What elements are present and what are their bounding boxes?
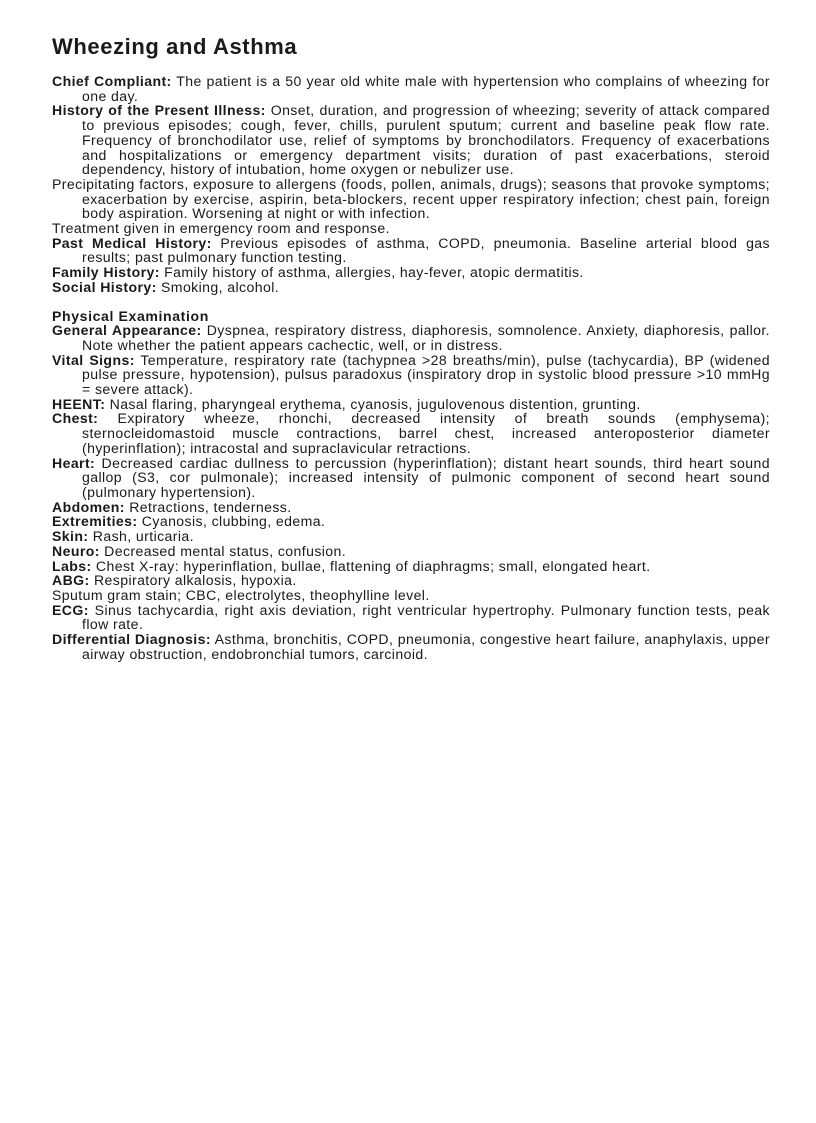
entry-text: Smoking, alcohol. [156, 278, 280, 295]
entry-differential-diagnosis [52, 632, 770, 661]
entry-precipitating-factors [52, 177, 770, 221]
page-title: Wheezing and Asthma [52, 34, 298, 59]
entry-text: Family history of asthma, allergies, hay-fever, atopic dermatitis. [159, 264, 584, 281]
entry-text: Asthma, bronchitis, COPD, pneumonia, congestive heart failure, anaphylaxis, upper airway obstruction, endobronchial tumors, carcinoid. [82, 631, 770, 662]
entry-vital-signs [52, 353, 770, 397]
entry-text: Sputum gram stain; CBC, electrolytes, theophylline level. [52, 586, 430, 603]
entry-labs [52, 559, 770, 574]
entry-text: Previous episodes of asthma, COPD, pneumonia. Baseline arterial blood gas results; past pulmonary function testing. [82, 234, 770, 266]
entry-family-history [52, 265, 770, 280]
entry-label: ECG: [52, 601, 89, 618]
entry-text: Rash, urticaria. [88, 528, 194, 545]
entry-general-appearance [52, 323, 770, 352]
physical-exam-section [52, 323, 770, 661]
entry-label: Extremities: [52, 513, 138, 530]
entry-label: Past Medical History: [52, 234, 212, 251]
entry-abg [52, 573, 770, 588]
entry-label: Heart: [52, 454, 96, 471]
entry-heent [52, 397, 770, 412]
entry-chest [52, 411, 770, 455]
entry-label: Family History: [52, 264, 160, 281]
entry-sputum-labs [52, 588, 770, 603]
entry-text: Expiratory wheeze, rhonchi, decreased intensity of breath sounds (emphysema); sternocleidomastoid muscle contractions, barrel chest, increased anteroposterior diameter (hyperinflation); intracostal and supraclavicular retractions. [82, 410, 770, 456]
entry-text: Treatment given in emergency room and response. [52, 220, 390, 237]
entry-text: Respiratory alkalosis, hypoxia. [89, 572, 297, 589]
entry-text: Decreased cardiac dullness to percussion (hyperinflation); distant heart sounds, third heart sound gallop (S3, cor pulmonale); increased intensity of pulmonic component of second heart sound (pulmonary hypertension). [82, 454, 770, 500]
entry-text: Temperature, respiratory rate (tachypnea >28 breaths/min), pulse (tachycardia), BP (widened pulse pressure, hypotension), pulsus paradoxus (inspiratory drop in systolic blood pressure >10 mmHg = severe attack). [82, 351, 770, 398]
entry-extremities [52, 514, 770, 529]
entry-label: General Appearance: [52, 322, 202, 339]
entry-text: Retractions, tenderness. [124, 498, 292, 515]
entry-history-present-illness [52, 103, 770, 177]
entry-label: Differential Diagnosis: [52, 631, 211, 648]
entry-skin [52, 529, 770, 544]
entry-label: Labs: [52, 557, 92, 574]
entry-label: Skin: [52, 528, 89, 545]
entry-label: HEENT: [52, 395, 106, 412]
entry-heart [52, 456, 770, 500]
entry-text: Decreased mental status, confusion. [99, 542, 347, 559]
entry-neuro [52, 544, 770, 559]
entry-text: Dyspnea, respiratory distress, diaphoresis, somnolence. Anxiety, diaphoresis, pallor. Note whether the patient appears cachectic, well, or in distress. [82, 322, 770, 353]
entry-label: Vital Signs: [52, 351, 135, 368]
document-page [52, 34, 770, 661]
entry-past-medical-history [52, 236, 770, 265]
history-section [52, 74, 770, 295]
entry-text: Nasal flaring, pharyngeal erythema, cyanosis, jugulovenous distention, grunting. [105, 395, 641, 412]
entry-social-history [52, 280, 770, 295]
entry-text: Precipitating factors, exposure to allergens (foods, pollen, animals, drugs); seasons that provoke symptoms; exacerbation by exercise, aspirin, beta-blockers, recent upper respiratory infection; chest pain, foreign body aspiration. Worsening at night or with infection. [52, 175, 770, 222]
entry-label: Social History: [52, 278, 157, 295]
entry-treatment-given [52, 221, 770, 236]
entry-ecg [52, 603, 770, 632]
entry-label: History of the Present Illness: [52, 102, 266, 119]
entry-text: Chest X-ray: hyperinflation, bullae, flattening of diaphragms; small, elongated heart. [91, 557, 651, 574]
entry-text: Onset, duration, and progression of wheezing; severity of attack compared to previous episodes; cough, fever, chills, purulent sputum; current and baseline peak flow rate. Frequency of bronchodilator use, relief of symptoms by bronchodilators. Frequency of exacerbations and hospitalizations or emergency department visits; duration of past exacerbations, steroid dependency, history of intubation, home oxygen or nebulizer use. [82, 102, 770, 178]
entry-chief-complaint [52, 74, 770, 103]
entry-text: Sinus tachycardia, right axis deviation, right ventricular hypertrophy. Pulmonary function tests, peak flow rate. [82, 601, 770, 633]
entry-label: Chest: [52, 410, 99, 427]
entry-label: Neuro: [52, 542, 100, 559]
entry-label: Chief Compliant: [52, 73, 172, 89]
physical-exam-heading: Physical Examination [52, 307, 209, 324]
entry-abdomen [52, 500, 770, 515]
entry-label: ABG: [52, 572, 90, 589]
entry-text: The patient is a 50 year old white male with hypertension who complains of wheezing for one day. [82, 73, 770, 104]
entry-text: Cyanosis, clubbing, edema. [137, 513, 326, 530]
entry-label: Abdomen: [52, 498, 125, 515]
